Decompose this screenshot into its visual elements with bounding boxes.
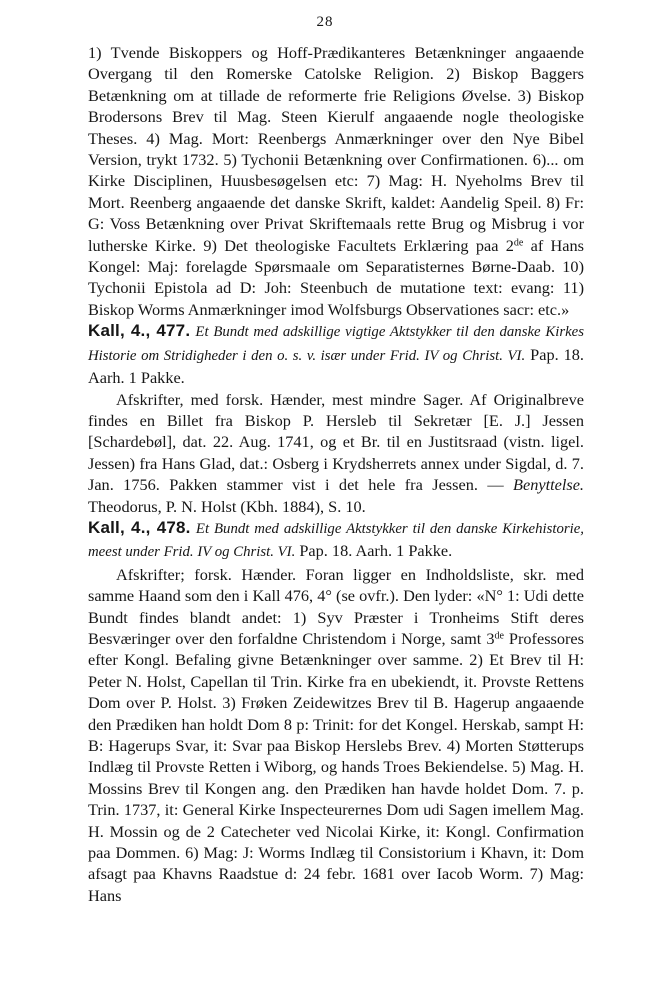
intro-superscript: de (513, 237, 524, 249)
entry-477-title: Et Bundt med adskillige vigtige Aktstykker til den danske Kirkes Historie om Stridigheder i den o. s. v. især under Frid. IV og Christ. VI. (88, 324, 584, 364)
entry-477-body-italic: Benyttelse. (513, 475, 584, 495)
page-body (88, 42, 584, 906)
entry-477-header (88, 320, 584, 388)
entry-478-header (88, 517, 584, 564)
intro-text: 1) Tvende Biskoppers og Hoff-Prædikanteres Betænkninger angaaende Overgang til den Romerske Catolske Religion. 2) Biskop Baggers Betænkning om at tillade de reformerte frie Religions Øvelse. 3) Biskop Brodersons Brev til Mag. Steen Kierulf angaaende nogle theologiske Theses. 4) Mag. Mort: Reenbergs Anmærkninger over den Nye Bibel Version, trykt 1732. 5) Tychonii Betænkning over Confirmationen. 6)... om Kirke Disciplinen, Huusbesøgelsen etc: 7) Mag: H. Nyeholms Brev til Mort. Reenberg angaaende det danske Skrift, kaldet: Aandelig Speil. 8) Fr: G: Voss Betænkning over Privat Skriftemaals rette Brug og Misbrug i vor lutherske Kirke. 9) Det theologiske Facultets Erklæring paa 2 (88, 43, 584, 255)
entry-478-body-pre: Afskrifter; forsk. Hænder. Foran ligger en Indholdsliste, skr. med samme Haand som den i Kall 476, 4° (se ovfr.). Den lyder: «N° 1: Udi dette Bundt findes blandt andet: 1) Syv Præster i Tronheims Stift deres Besværinger over den forfaldne Christendom i Norge, samt 3 (88, 564, 584, 648)
entry-477-body (88, 389, 584, 517)
intro-text-after: af Hans Kongel: Maj: forelagde Spørsmaale om Separatisternes Børne-Daab. 10) Tychonii Epistola ad D: Joh: Steenbuch de mutatione text: evang: 11) Biskop Worms Anmærkninger imod Wolfsburgs Observationes sacr: etc.» (88, 235, 584, 319)
entry-477-body-text: Afskrifter, med forsk. Hænder, mest mindre Sager. Af Originalbreve findes en Billet fra Biskop P. Hersleb til Sekretær [E. J.] Jessen [Schardebøl], dat. 22. Aug. 1741, og et Br. til en Justitsraad (vistn. ligel. Jessen) fra Hans Glad, dat.: Osberg i Krydsherrets annex under Sigdal, d. 7. Jan. 1756. Pakken stammer vist i det hele fra Jessen. — (88, 389, 584, 495)
entry-478-title: Et Bundt med adskillige Aktstykker til den danske Kirkehistorie, meest under Frid. IV og Christ. VI. (88, 520, 584, 561)
entry-478-body-post: Professores efter Kongl. Befaling givne Betænkninger over samme. 2) Et Brev til H: Peter N. Holst, Capellan til Trin. Kirke fra en ubekiendt, it. Provste Rettens Dom over P. Holst. 3) Frøken Zeidewitzes Brev til B. Hagerup angaaende den Prædiken han holdt Dom 8 p: Trinit: for det Kongel. Herskab, sampt H: B: Hagerups Svar, it: Svar paa Biskop Herslebs Brev. 4) Morten Støtterups Indlæg til Provste Retten i Wiborg, og hands Troes Bekiendelse. 5) Mag. H. Mossins Brev til Kongen ang. den Prædiken han havde holdet Dom. 7. p. Trin. 1737, it: General Kirke Inspecteurernes Dom udi Sagen imellem Mag. H. Mossin og de 2 Catecheter ved Nicolai Kirke, it: Kongl. Confirmation paa Dommen. 6) Mag: J: Worms Indlæg til Consistorium i Khavn, it: Dom afsagt paa Khavns Raadstue d: 24 febr. 1681 over Iacob Worm. 7) Mag: Hans (88, 628, 584, 905)
entry-477-heading: Kall, 4., 477. (88, 321, 191, 341)
page-number: 28 (316, 14, 334, 30)
intro-paragraph (88, 42, 584, 320)
entry-477-body-after: Theodorus, P. N. Holst (Kbh. 1884), S. 10. (88, 496, 366, 516)
entry-478-heading: Kall, 4., 478. (88, 517, 191, 537)
entry-478-meta: Pap. 18. Aarh. 1 Pakke. (299, 541, 453, 561)
entry-478-body (88, 564, 584, 907)
entry-477-meta: Pap. 18. Aarh. 1 Pakke. (88, 344, 584, 388)
entry-478-superscript: de (494, 630, 504, 642)
